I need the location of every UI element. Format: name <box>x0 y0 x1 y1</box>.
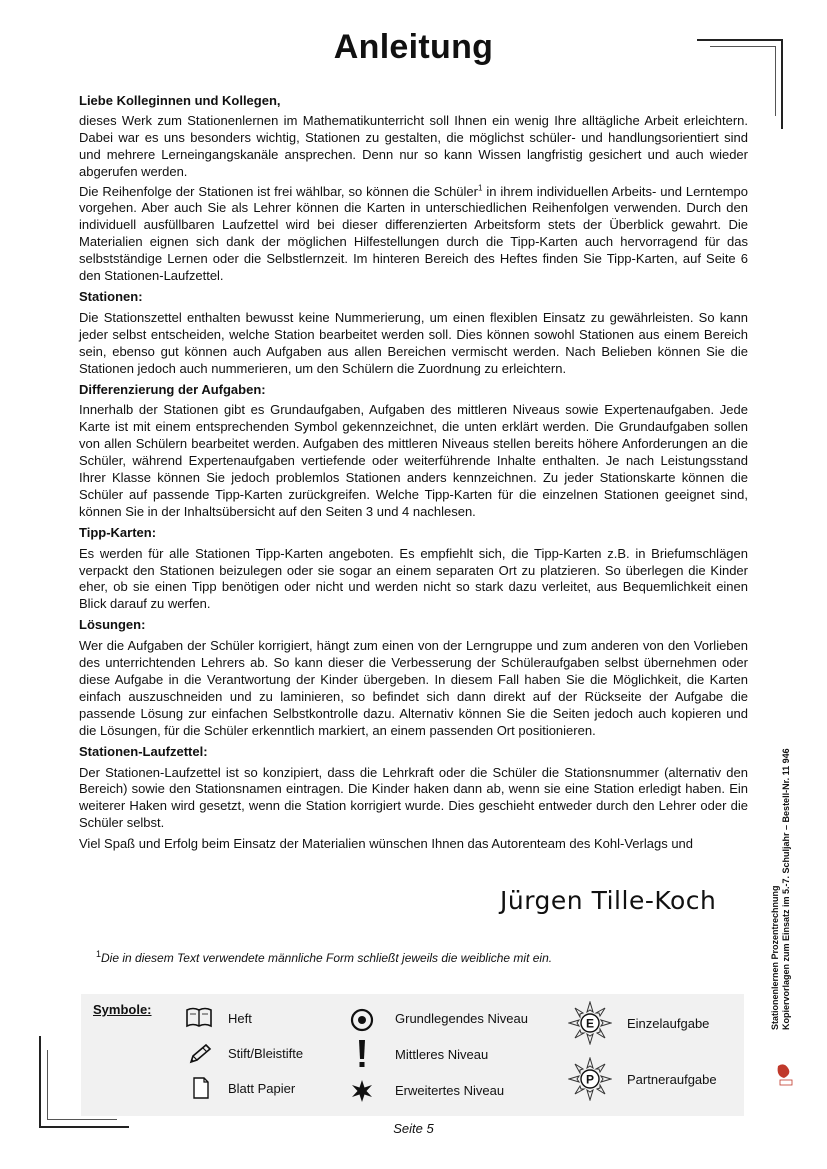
symbol-label-erweitert: Erweitertes Niveau <box>395 1083 505 1098</box>
intro-paragraph-2-start: Die Reihenfolge der Stationen ist frei wählbar, so können die Schüler <box>79 183 478 199</box>
book-icon <box>184 1006 214 1030</box>
intro-paragraph-1: dieses Werk zum Stationenlernen im Mathematikunterricht soll Ihnen ein wenig Ihre alltägliche Arbeit erleichtern. Dabei war es uns besonders wichtig, Stationen zu gestalten, die möglichst schüler- und handlungsorientiert sind und mehrere Lerneingangskanäle ansprechen. Denn nur so kann Wissen langfristig gesichert und auch wieder abgerufen werden. <box>79 112 748 179</box>
footnote-text: Die in diesem Text verwendete männliche Form schließt jeweils die weibliche mit ein. <box>101 951 553 965</box>
symbol-label-partner: Partneraufgabe <box>627 1072 717 1087</box>
sun-e-letter: E <box>585 1016 595 1031</box>
section-text-differenzierung: Innerhalb der Stationen gibt es Grundaufgaben, Aufgaben des mittleren Niveaus sowie Expertenaufgaben. Jede Karte ist mit einem entsprechenden Symbol gekennzeichnet, die unten erklärt werden. Die Grundaufgaben sollen von allen Schülern bearbeitet werden. Aufgaben des mittleren Niveaus stellen bereits höhere Anforderungen an die Schüler, während Expertenaufgaben vertiefende oder weiterführende Inhalte enthalten. Je nach Leistungsstand Ihrer Klasse können Sie jedoch problemlos Stationen anders kennzeichnen. Zu jeder Stationskarte können die Schüler auf passende Tipp-Karten zurückgreifen. Welche Tipp-Karten für die einzelnen Stationen geeignet sind, können Sie in der Inhaltsübersicht auf den Seiten 3 und 4 nachlesen. <box>79 402 748 519</box>
page-number: Seite 5 <box>393 1121 434 1136</box>
side-publisher-info <box>770 690 826 1030</box>
body-text <box>79 93 748 856</box>
side-line-title: Stationenlernen Prozentrechnung <box>770 885 780 1030</box>
closing-text: Viel Spaß und Erfolg beim Einsatz der Materialien wünschen Ihnen das Autorenteam des Kohl-Verlags und <box>79 836 694 852</box>
signature: Jürgen Tille-Koch <box>500 886 717 915</box>
section-text-laufzettel: Der Stationen-Laufzettel ist so konzipiert, dass die Lehrkraft oder die Schüler die Stationsnummer (alternativ den Bereich) sowie den Stationsnamen eintragen. Die Kinder haken dann ab, wenn sie eine Station erledigt haben. Ein weiterer Haken wird gesetzt, wenn die Station korrigiert wurde. Dies geschieht entweder durch den Lehrer oder die Schüler selbst. <box>79 764 748 831</box>
section-heading-loesungen: Lösungen: <box>79 617 146 633</box>
symbol-label-papier: Blatt Papier <box>228 1081 296 1096</box>
sun-p-icon <box>568 1057 612 1101</box>
pencil-icon <box>186 1042 214 1066</box>
section-heading-tipp: Tipp-Karten: <box>79 524 157 540</box>
section-text-tipp: Es werden für alle Stationen Tipp-Karten angeboten. Es empfiehlt sich, die Tipp-Karten z.B. in Briefumschlägen verpackt den Stationen beizulegen oder sie sogar an einem separaten Ort zu platzieren. So überlegen die Kinder eher, ob sie einen Tipp benötigen oder nicht und werden nicht so stark dazu verleitet, aus Bequemlichkeit einen Blick darauf zu werfen. <box>79 545 748 612</box>
intro-paragraph-2-end: in ihrem individuellen Arbeits- und Lerntempo vorgehen. Aber auch Sie als Lehrer können die Karten in unterschiedlichen Reihenfolgen verwenden. Durch den individuell ausfüllbaren Laufzettel wird bei dieser differenzierten Arbeitsform stets der Überblick gewahrt. Die Materialien eignen sich dank der möglichen Hilfestellungen durch die Tipp-Karten auch hervorragend für das selbstständige Lernen oder die Selbstlernzeit. Im hinteren Bereich des Heftes finden Sie Tipp-Karten, auf Seite 6 den Stationen-Laufzettel. <box>79 183 748 284</box>
section-text-stationen: Die Stationszettel enthalten bewusst keine Nummerierung, um einen flexiblen Einsatz zu gewährleisten. So kann jeder selbst entscheiden, welche Station bearbeitet werden soll. Dies können sowohl Stationen aus einem Bereich sein, ebenso gut können auch Aufgaben aus allen Bereichen vermischt werden. Nach Belieben können Sie die Stationen jedoch auch nummerieren, um den Schülern die Zuordnung zu erleichtern. <box>79 309 748 376</box>
symbol-label-stift: Stift/Bleistifte <box>228 1046 304 1061</box>
section-text-loesungen: Wer die Aufgaben der Schüler korrigiert, hängt zum einen von der Lerngruppe und zum anderen von den Vorlieben des unterrichtenden Lehrers ab. So kann dieser die Verbesserung der Schüleraufgaben selbst übernehmen oder diese Aufgabe in die Verantwortung der Kinder übergeben. In diesem Fall haben Sie die Möglichkeit, die Karten einfach auszuschneiden und zu laminieren, so befindet sich dann direkt auf der Rückseite der Aufgabe die passende Lösung zur einfachen Selbstkontrolle dazu. Alternativ können Sie die Seiten jedoch auch kopieren und die Lösungen, für die Schüler erkenntlich markiert, an einem passenden Ort positionieren. <box>79 638 748 738</box>
symbol-label-einzel: Einzelaufgabe <box>627 1016 710 1031</box>
paper-sheet-icon <box>189 1076 213 1100</box>
symbols-heading: Symbole: <box>93 1002 152 1017</box>
symbols-legend <box>81 994 744 1116</box>
page-title: Anleitung <box>333 28 494 66</box>
symbol-label-mittel: Mittleres Niveau <box>395 1047 489 1062</box>
target-circle-icon <box>349 1007 375 1033</box>
section-heading-stationen: Stationen: <box>79 288 143 304</box>
section-heading-differenzierung: Differenzierung der Aufgaben: <box>79 381 266 397</box>
section-heading-laufzettel: Stationen-Laufzettel: <box>79 743 208 759</box>
sun-e-icon <box>568 1001 612 1045</box>
publisher-logo-icon <box>774 1062 794 1088</box>
exclamation-icon <box>351 1038 373 1070</box>
side-line-details: Kopiervorlagen zum Einsatz im 5.-7. Schuljahr – Bestell-Nr. 11 946 <box>781 748 791 1030</box>
intro-paragraph-2 <box>79 184 748 285</box>
symbol-label-grundlegend: Grundlegendes Niveau <box>395 1011 528 1026</box>
footnote-mark: 1 <box>96 949 102 959</box>
footnote <box>96 951 552 965</box>
symbol-label-heft: Heft <box>228 1011 252 1026</box>
sun-p-letter: P <box>585 1072 595 1087</box>
footnote-reference: 1 <box>478 183 483 193</box>
greeting: Liebe Kolleginnen und Kollegen, <box>79 93 281 108</box>
star-icon <box>349 1078 375 1104</box>
